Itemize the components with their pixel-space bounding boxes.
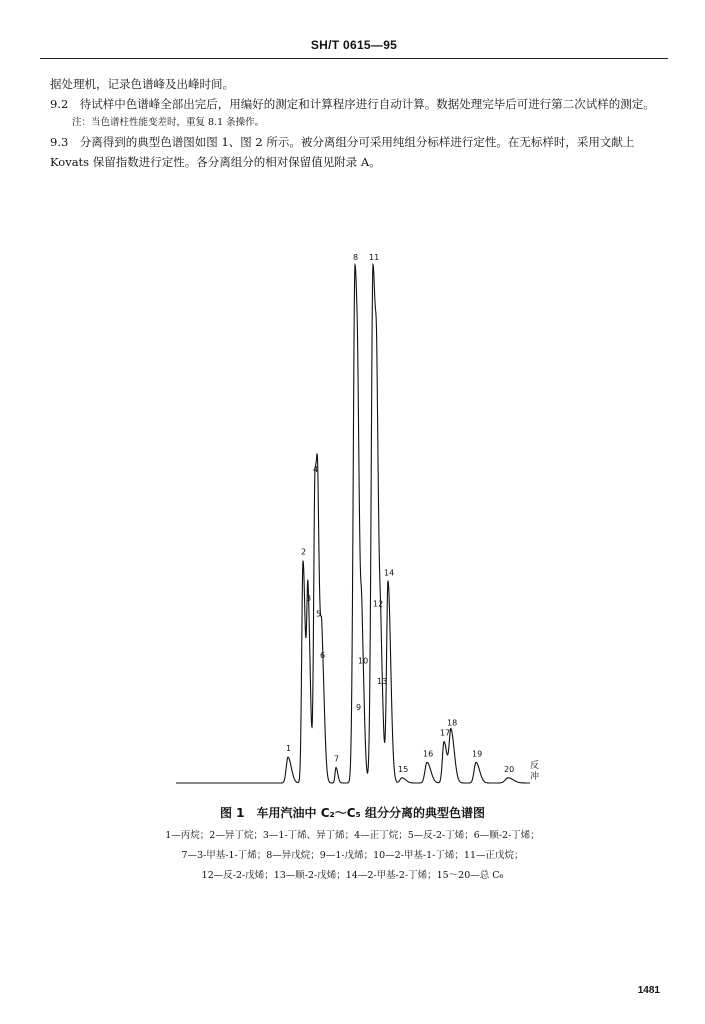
peak-label: 13 xyxy=(377,676,388,686)
legend-line: 1—丙烷；2—异丁烷；3—1-丁烯、异丁烯；4—正丁烷；5—反-2-丁烯；6—顺-2-丁烯； xyxy=(165,830,540,841)
figure-legend xyxy=(30,826,675,886)
standard-code-header: SH/T 0615—95 xyxy=(310,38,398,52)
peak-label: 1 xyxy=(286,744,292,754)
peak-label: 18 xyxy=(447,718,458,728)
peak-label: 9 xyxy=(356,702,362,712)
paragraph-data-processing: 据处理机，记录色谱峰及出峰时间。 xyxy=(50,77,234,91)
figure-caption: 图 1 车用汽油中 C₂～C₅ 组分分离的典型色谱图 xyxy=(219,806,485,820)
peak-label: 5 xyxy=(316,609,322,619)
page-number: 1481 xyxy=(637,985,660,996)
peak-label: 19 xyxy=(472,749,483,759)
legend-line: 12—反-2-戊烯；13—顺-2-戊烯；14—2-甲基-2-丁烯；15～20—总 C₆ xyxy=(201,870,504,881)
chromatogram-trace xyxy=(176,265,530,783)
peak-label: 7 xyxy=(334,754,340,764)
peak-label: 17 xyxy=(440,728,451,738)
end-label-char: 冲 xyxy=(530,772,540,782)
peak-label: 2 xyxy=(301,547,307,557)
paragraph-9-2: 9.2 待试样中色谱峰全部出完后，用编好的测定和计算程序进行自动计算。数据处理完毕后可进行第二次试样的测定。 xyxy=(50,97,655,111)
peak-label: 11 xyxy=(369,253,380,262)
legend-line: 7—3-甲基-1-丁烯；8—异戊烷；9—1-戊烯；10—2-甲基-1-丁烯；11—正戊烷； xyxy=(181,850,524,861)
peak-label: 20 xyxy=(504,764,515,774)
peak-label: 10 xyxy=(358,656,369,666)
peak-label: 4 xyxy=(313,465,319,474)
peak-label: 3 xyxy=(306,594,312,604)
peak-label: 8 xyxy=(353,253,359,262)
peak-label: 14 xyxy=(384,568,395,578)
peak-label: 15 xyxy=(398,764,409,774)
paragraph-9-3: 9.3 分离得到的典型色谱图如图 1、图 2 所示。被分离组分可采用纯组分标样进行定性。在无标样时，采用文献上 Kovats 保留指数进行定性。各分离组分的相对保留值见附录 A。 xyxy=(50,135,635,169)
end-label-char: 反 xyxy=(530,761,540,771)
peak-label: 6 xyxy=(320,651,326,661)
note-text: 注：当色谱柱性能变差时，重复 8.1 条操作。 xyxy=(72,117,265,128)
peak-label: 12 xyxy=(373,599,384,609)
peak-label: 16 xyxy=(423,749,434,759)
